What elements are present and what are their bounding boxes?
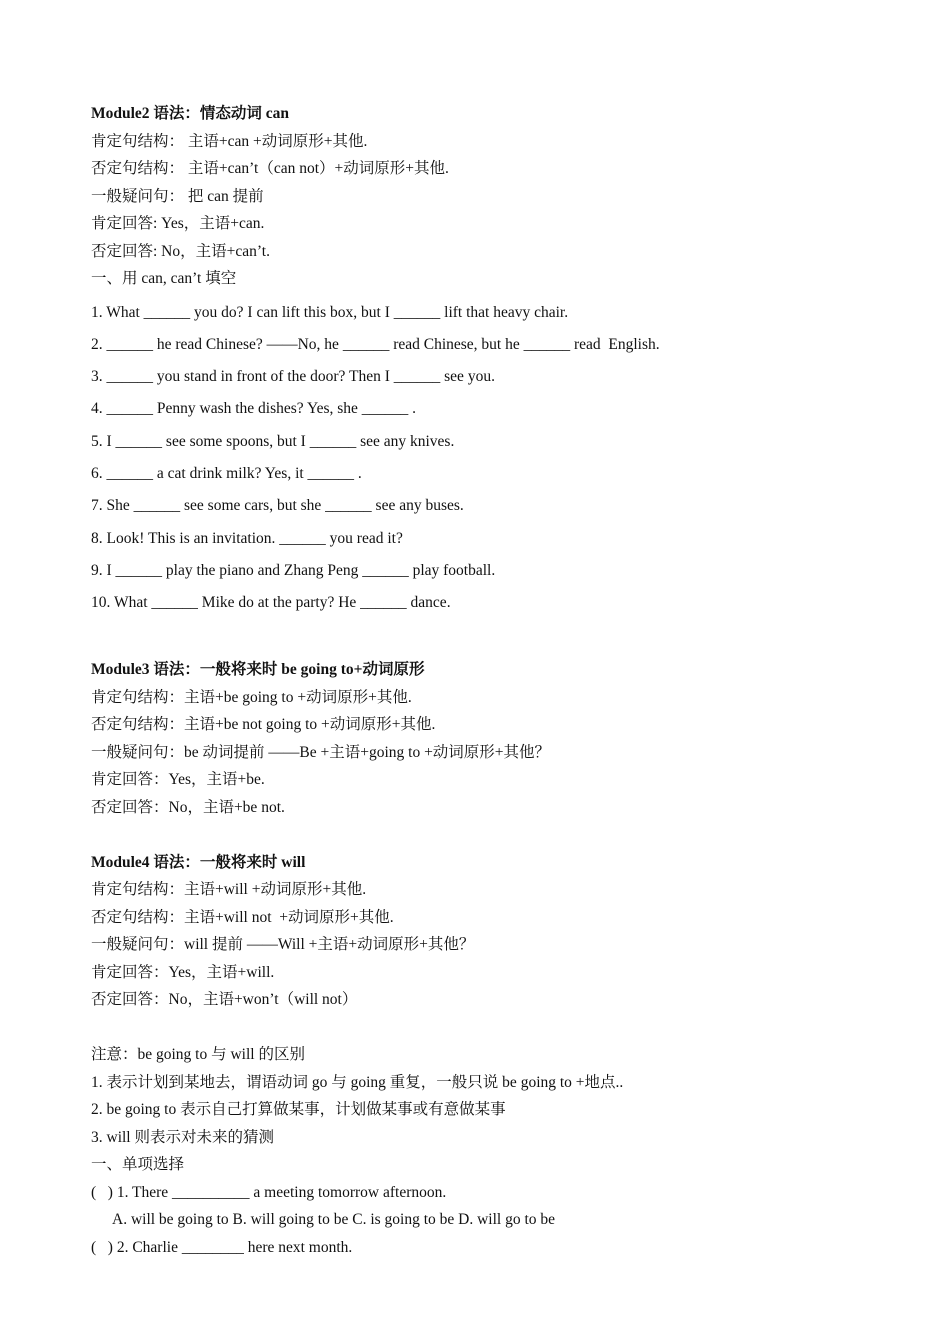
module2-question: 10. What ______ Mike do at the party? He ______ dance.: [91, 594, 451, 612]
module3-rule-negative: 否定句结构：主语+be not going to +动词原形+其他.: [91, 716, 436, 734]
module2-rule-negative: 否定句结构： 主语+can’t（can not）+动词原形+其他.: [91, 160, 449, 177]
module3-rule-question: 一般疑问句：be 动词提前 ——Be +主语+going to +动词原形+其他？: [91, 743, 551, 761]
note-heading: 注意：be going to 与 will 的区别: [91, 1046, 305, 1064]
module2-rule-question: 一般疑问句： 把 can 提前: [91, 187, 264, 205]
module2-rule-no-answer: 否定回答: No，主语+can’t.: [91, 242, 270, 260]
module2-question: 9. I ______ play the piano and Zhang Peng ______ play football.: [91, 561, 496, 579]
module2-question: 3. ______ you stand in front of the door? Then I ______ see you.: [91, 368, 495, 386]
module4-rule-yes-answer: 肯定回答：Yes，主语+will.: [91, 963, 275, 981]
module3-title: Module3 语法：一般将来时 be going to+动词原形: [91, 661, 425, 679]
module2-question: 1. What ______ you do? I can lift this box, but I ______ lift that heavy chair.: [91, 303, 569, 321]
module3-rule-yes-answer: 肯定回答：Yes，主语+be.: [91, 771, 265, 789]
module4-rule-affirmative: 肯定句结构：主语+will +动词原形+其他.: [91, 881, 367, 899]
module4-rule-negative: 否定句结构：主语+will not +动词原形+其他.: [91, 908, 394, 926]
module4-rule-question: 一般疑问句：will 提前 ——Will +主语+动词原形+其他？: [91, 936, 475, 954]
module4-title: Module4 语法：一般将来时 will: [91, 853, 306, 871]
module2-exercise-heading: 一、用 can, can’t 填空: [91, 270, 237, 287]
note-point: 1. 表示计划到某地去，谓语动词 go 与 going 重复，一般只说 be going to +地点..: [91, 1073, 624, 1091]
choice-question-1: ( ) 1. There __________ a meeting tomorrow afternoon.: [91, 1183, 447, 1201]
module2-question: 2. ______ he read Chinese? ——No, he ______ read Chinese, but he ______ read English.: [91, 335, 660, 353]
module2-rule-affirmative: 肯定句结构： 主语+can +动词原形+其他.: [91, 132, 368, 150]
module4-rule-no-answer: 否定回答：No，主语+won’t（will not）: [91, 991, 358, 1009]
module2-title: Module2 语法：情态动词 can: [91, 105, 290, 122]
module2-question: 4. ______ Penny wash the dishes? Yes, she ______ .: [91, 400, 417, 418]
module3-rule-affirmative: 肯定句结构：主语+be going to +动词原形+其他.: [91, 688, 412, 706]
choice-question-2: ( ) 2. Charlie ________ here next month.: [91, 1238, 353, 1256]
choice-exercise-heading: 一、单项选择: [91, 1156, 185, 1174]
module3-rule-no-answer: 否定回答：No，主语+be not.: [91, 798, 285, 816]
module2-question: 5. I ______ see some spoons, but I ______ see any knives.: [91, 432, 455, 450]
note-point: 3. will 则表示对未来的猜测: [91, 1128, 274, 1146]
module2-question: 8. Look! This is an invitation. ______ you read it?: [91, 529, 403, 547]
note-point: 2. be going to 表示自己打算做某事，计划做某事或有意做某事: [91, 1101, 506, 1119]
module2-question: 6. ______ a cat drink milk? Yes, it ______ .: [91, 464, 362, 482]
module2-rule-yes-answer: 肯定回答: Yes，主语+can.: [91, 215, 265, 232]
choice-question-1-options: A. will be going to B. will going to be C. is going to be D. will go to be: [112, 1211, 556, 1229]
document-page: [91, 100, 911, 1261]
module2-question: 7. She ______ see some cars, but she ______ see any buses.: [91, 497, 464, 515]
